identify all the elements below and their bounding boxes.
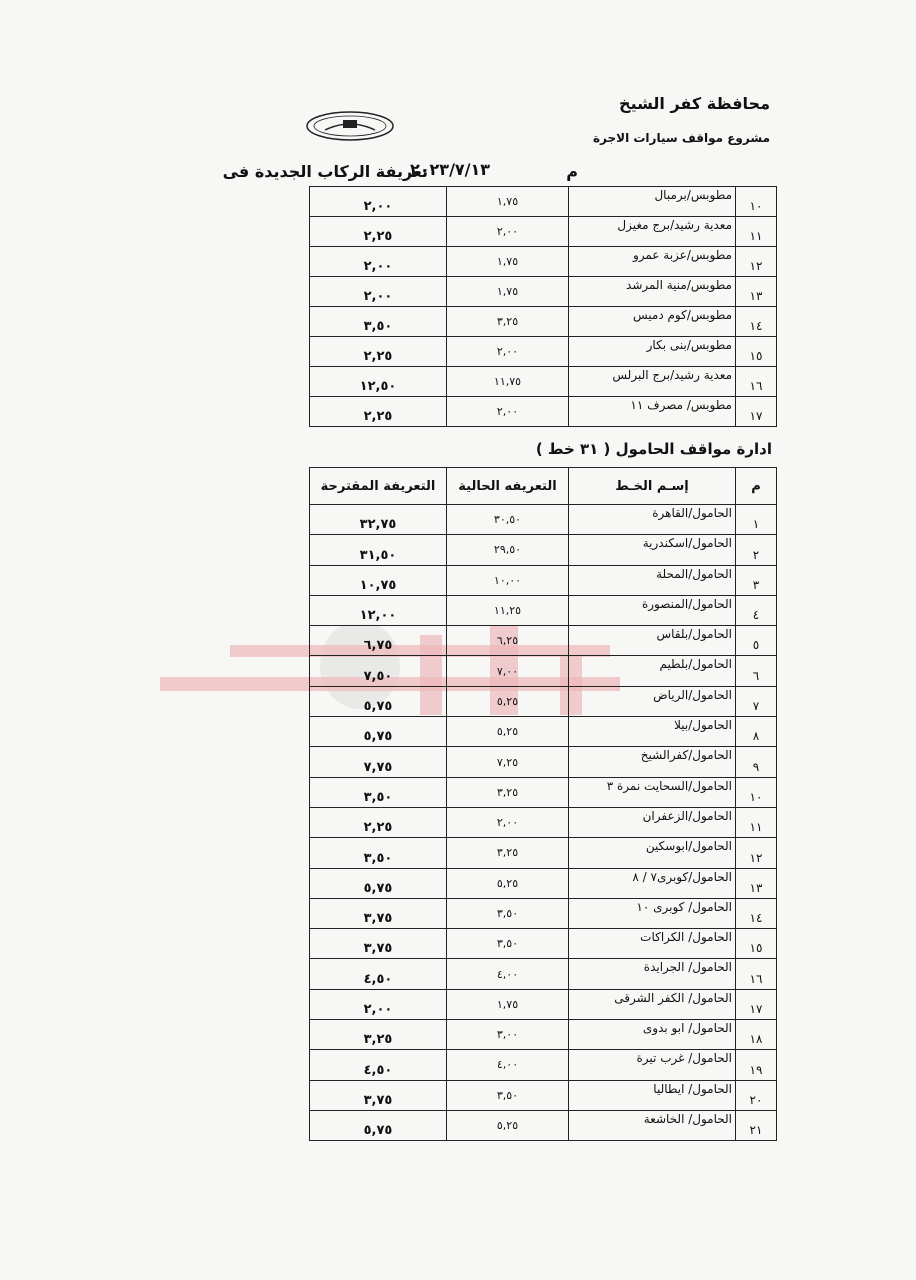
line-name: الحامول/ الكراكات — [569, 929, 736, 959]
line-name: الحامول/بلقاس — [569, 626, 736, 656]
proposed-fare: ٦,٧٥ — [310, 626, 447, 656]
proposed-fare: ٥,٧٥ — [310, 1110, 447, 1140]
current-fare: ٧,٢٥ — [447, 747, 569, 777]
proposed-fare: ١٢,٠٠ — [310, 595, 447, 625]
current-fare: ٣,٥٠ — [447, 898, 569, 928]
current-fare: ٣,٥٠ — [447, 929, 569, 959]
line-name: الحامول/اسكندرية — [569, 535, 736, 565]
row-number: ١٤ — [736, 898, 777, 928]
table-row — [310, 898, 777, 928]
proposed-fare: ٣١,٥٠ — [310, 535, 447, 565]
current-fare: ٢٩,٥٠ — [447, 535, 569, 565]
row-number: ١٠ — [736, 187, 777, 217]
table-row — [310, 1050, 777, 1080]
current-fare: ٥,٢٥ — [447, 686, 569, 716]
current-fare: ٤,٠٠ — [447, 959, 569, 989]
proposed-fare: ٥,٧٥ — [310, 868, 447, 898]
current-fare: ٢,٠٠ — [447, 397, 569, 427]
line-name: الحامول/كوبرى٧ / ٨ — [569, 868, 736, 898]
proposed-fare: ٣,٥٠ — [310, 307, 447, 337]
line-name: الحامول/ الكفر الشرقى — [569, 989, 736, 1019]
line-name: الحامول/ ايطاليا — [569, 1080, 736, 1110]
current-fare: ٤,٠٠ — [447, 1050, 569, 1080]
proposed-fare: ٢,٢٥ — [310, 397, 447, 427]
table-row — [310, 717, 777, 747]
line-name: الحامول/بلطيم — [569, 656, 736, 686]
table-row — [310, 247, 777, 277]
row-number: ٨ — [736, 717, 777, 747]
header-proposed: التعريفة المقترحة — [310, 468, 447, 505]
table-row — [310, 959, 777, 989]
table-row — [310, 595, 777, 625]
table-row — [310, 367, 777, 397]
current-fare: ٢,٠٠ — [447, 217, 569, 247]
table-row — [310, 868, 777, 898]
row-number: ١٣ — [736, 868, 777, 898]
proposed-fare: ٣,٥٠ — [310, 838, 447, 868]
row-number: ١٦ — [736, 959, 777, 989]
line-name: مطوبس/بنى بكار — [569, 337, 736, 367]
line-name: الحامول/ الجرايدة — [569, 959, 736, 989]
line-name: الحامول/ الخاشعة — [569, 1110, 736, 1140]
proposed-fare: ٤,٥٠ — [310, 1050, 447, 1080]
row-number: ٧ — [736, 686, 777, 716]
table-row — [310, 626, 777, 656]
proposed-fare: ٢,٠٠ — [310, 187, 447, 217]
proposed-fare: ٣٢,٧٥ — [310, 505, 447, 535]
governorate-title: محافظة كفر الشيخ — [619, 94, 770, 113]
row-number: ١٧ — [736, 989, 777, 1019]
current-fare: ٧,٠٠ — [447, 656, 569, 686]
table-row — [310, 1110, 777, 1140]
header-number: م — [736, 468, 777, 505]
header-line-name: إسـم الخـط — [569, 468, 736, 505]
proposed-fare: ٥,٧٥ — [310, 686, 447, 716]
project-subtitle: مشروع مواقف سيارات الاجرة — [592, 131, 770, 145]
current-fare: ٣,٢٥ — [447, 307, 569, 337]
proposed-fare: ٣,٧٥ — [310, 1080, 447, 1110]
row-number: ١٥ — [736, 337, 777, 367]
tariff-title-suffix: م — [566, 162, 578, 181]
row-number: ١٧ — [736, 397, 777, 427]
line-name: مطوبس/برمبال — [569, 187, 736, 217]
table-row — [310, 505, 777, 535]
line-name: الحامول/القاهرة — [569, 505, 736, 535]
row-number: ٢٠ — [736, 1080, 777, 1110]
current-fare: ١١,٧٥ — [447, 367, 569, 397]
table-row — [310, 929, 777, 959]
row-number: ١٣ — [736, 277, 777, 307]
row-number: ٦ — [736, 656, 777, 686]
row-number: ٤ — [736, 595, 777, 625]
table-row — [310, 989, 777, 1019]
current-fare: ٣,٢٥ — [447, 777, 569, 807]
proposed-fare: ٣,٥٠ — [310, 777, 447, 807]
table-row — [310, 807, 777, 837]
governorate-logo — [305, 110, 395, 142]
line-name: الحامول/الرياض — [569, 686, 736, 716]
line-name: معدية رشيد/برج البرلس — [569, 367, 736, 397]
current-fare: ٢,٠٠ — [447, 807, 569, 837]
current-fare: ٢,٠٠ — [447, 337, 569, 367]
proposed-fare: ٧,٥٠ — [310, 656, 447, 686]
table-row — [310, 307, 777, 337]
proposed-fare: ٢,٠٠ — [310, 989, 447, 1019]
line-name: مطوبس/منية المرشد — [569, 277, 736, 307]
proposed-fare: ٤,٥٠ — [310, 959, 447, 989]
tariff-title: تعريفة الركاب الجديدة فى — [222, 162, 428, 181]
current-fare: ٣,٢٥ — [447, 838, 569, 868]
current-fare: ١٠,٠٠ — [447, 565, 569, 595]
proposed-fare: ١٢,٥٠ — [310, 367, 447, 397]
row-number: ١٠ — [736, 777, 777, 807]
table-row — [310, 397, 777, 427]
proposed-fare: ٢,٢٥ — [310, 807, 447, 837]
row-number: ١٩ — [736, 1050, 777, 1080]
row-number: ١٤ — [736, 307, 777, 337]
table-row — [310, 337, 777, 367]
current-fare: ١,٧٥ — [447, 989, 569, 1019]
current-fare: ٣,٥٠ — [447, 1080, 569, 1110]
line-name: مطوبس/ مصرف ١١ — [569, 397, 736, 427]
row-number: ١٢ — [736, 247, 777, 277]
current-fare: ٦,٢٥ — [447, 626, 569, 656]
table-row — [310, 1020, 777, 1050]
table-row — [310, 187, 777, 217]
line-name: الحامول/السحايت نمرة ٣ — [569, 777, 736, 807]
table-row — [310, 686, 777, 716]
proposed-fare: ٥,٧٥ — [310, 717, 447, 747]
row-number: ١١ — [736, 217, 777, 247]
table-row — [310, 656, 777, 686]
row-number: ١٦ — [736, 367, 777, 397]
current-fare: ٣,٠٠ — [447, 1020, 569, 1050]
table-row — [310, 217, 777, 247]
current-fare: ١١,٢٥ — [447, 595, 569, 625]
current-fare: ٥,٢٥ — [447, 868, 569, 898]
line-name: الحامول/المنصورة — [569, 595, 736, 625]
section-title-hamoul: ادارة مواقف الحامول ( ٣١ خط ) — [535, 440, 772, 458]
row-number: ١١ — [736, 807, 777, 837]
line-name: الحامول/ابوسكين — [569, 838, 736, 868]
current-fare: ٥,٢٥ — [447, 1110, 569, 1140]
proposed-fare: ٢,٠٠ — [310, 247, 447, 277]
table-row — [310, 277, 777, 307]
hamoul-lines-table — [309, 467, 777, 1141]
line-name: مطوبس/كوم دميس — [569, 307, 736, 337]
table-row — [310, 777, 777, 807]
row-number: ٢١ — [736, 1110, 777, 1140]
line-name: الحامول/بيلا — [569, 717, 736, 747]
table-row — [310, 747, 777, 777]
row-number: ١٨ — [736, 1020, 777, 1050]
proposed-fare: ٢,٢٥ — [310, 217, 447, 247]
line-name: الحامول/ كوبرى ١٠ — [569, 898, 736, 928]
tariff-date: ٢٠٢٣/٧/١٣ — [410, 160, 491, 179]
table-row — [310, 535, 777, 565]
table-row — [310, 1080, 777, 1110]
row-number: ١٥ — [736, 929, 777, 959]
proposed-fare: ١٠,٧٥ — [310, 565, 447, 595]
header-current: التعريفه الحالية — [447, 468, 569, 505]
row-number: ١ — [736, 505, 777, 535]
current-fare: ٥,٢٥ — [447, 717, 569, 747]
line-name: معدية رشيد/برج مغيزل — [569, 217, 736, 247]
row-number: ١٢ — [736, 838, 777, 868]
line-name: الحامول/كفرالشيخ — [569, 747, 736, 777]
proposed-fare: ٢,٢٥ — [310, 337, 447, 367]
line-name: الحامول/ غرب تيرة — [569, 1050, 736, 1080]
proposed-fare: ٢,٠٠ — [310, 277, 447, 307]
row-number: ٣ — [736, 565, 777, 595]
line-name: الحامول/المحلة — [569, 565, 736, 595]
line-name: مطوبس/عزبة عمرو — [569, 247, 736, 277]
mutubas-lines-table — [309, 186, 777, 427]
proposed-fare: ٣,٢٥ — [310, 1020, 447, 1050]
proposed-fare: ٧,٧٥ — [310, 747, 447, 777]
current-fare: ١,٧٥ — [447, 277, 569, 307]
table-row — [310, 838, 777, 868]
line-name: الحامول/الزعفران — [569, 807, 736, 837]
current-fare: ١,٧٥ — [447, 187, 569, 217]
table-row — [310, 565, 777, 595]
row-number: ٢ — [736, 535, 777, 565]
proposed-fare: ٣,٧٥ — [310, 929, 447, 959]
line-name: الحامول/ ابو بدوى — [569, 1020, 736, 1050]
row-number: ٩ — [736, 747, 777, 777]
proposed-fare: ٣,٧٥ — [310, 898, 447, 928]
current-fare: ١,٧٥ — [447, 247, 569, 277]
current-fare: ٣٠,٥٠ — [447, 505, 569, 535]
row-number: ٥ — [736, 626, 777, 656]
